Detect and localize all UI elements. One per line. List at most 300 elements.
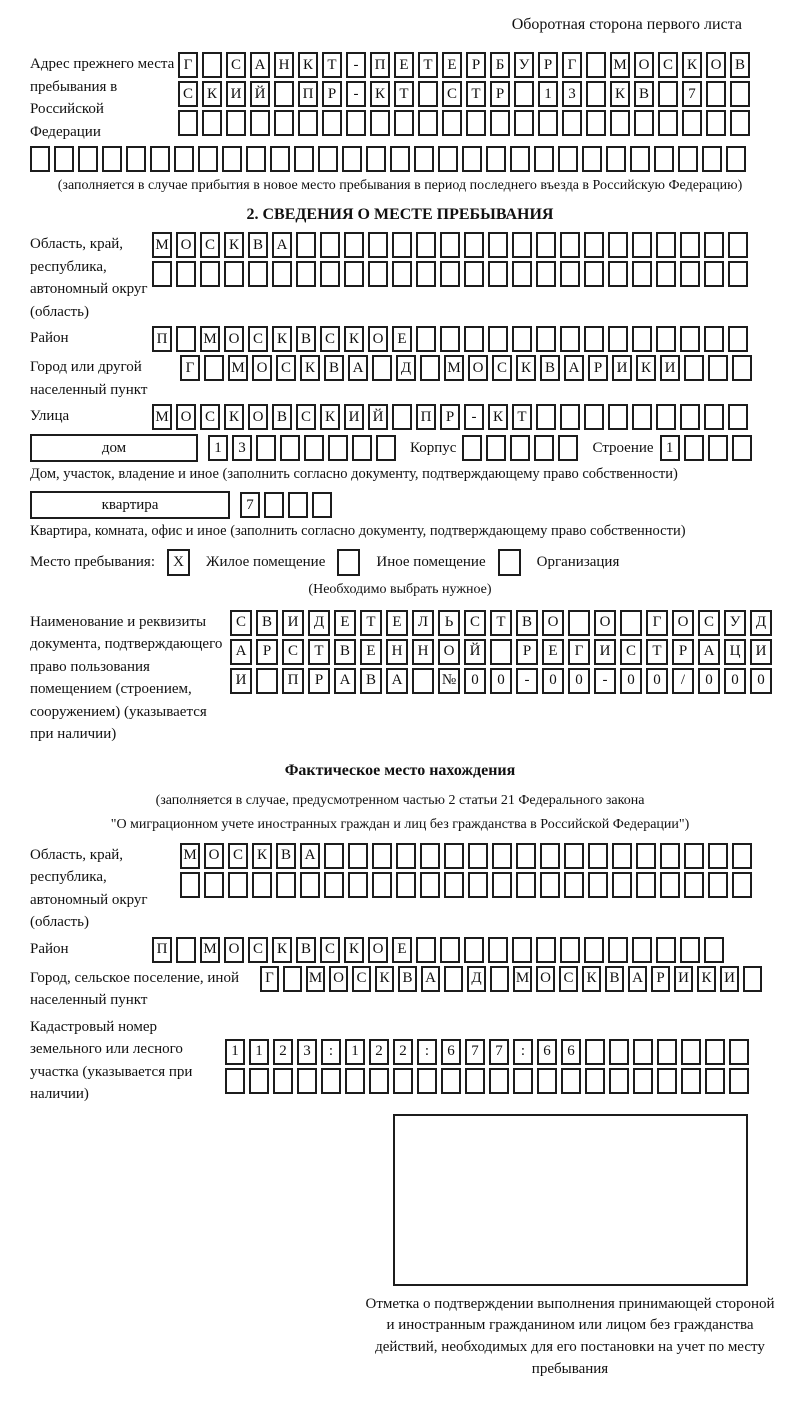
char-cell[interactable]: М — [180, 843, 200, 869]
char-cell[interactable] — [728, 261, 748, 287]
char-cell[interactable] — [204, 355, 224, 381]
char-cell[interactable] — [348, 872, 368, 898]
char-cell[interactable]: В — [730, 52, 750, 78]
char-cell[interactable]: О — [176, 232, 196, 258]
char-cell[interactable] — [704, 232, 724, 258]
char-cell[interactable]: К — [610, 81, 630, 107]
char-cell[interactable]: О — [368, 937, 388, 963]
char-cell[interactable] — [658, 81, 678, 107]
char-cell[interactable] — [226, 110, 246, 136]
char-cell[interactable] — [632, 232, 652, 258]
char-cell[interactable]: Е — [542, 639, 564, 665]
char-cell[interactable]: 2 — [369, 1039, 389, 1065]
char-cell[interactable]: К — [488, 404, 508, 430]
char-cell[interactable]: Г — [180, 355, 200, 381]
char-cell[interactable] — [273, 1068, 293, 1094]
char-cell[interactable] — [342, 146, 362, 172]
house-type-box[interactable]: дом — [30, 434, 198, 462]
char-cell[interactable] — [536, 937, 556, 963]
char-cell[interactable] — [540, 872, 560, 898]
char-cell[interactable]: К — [224, 404, 244, 430]
char-cell[interactable]: С — [464, 610, 486, 636]
char-cell[interactable]: К — [298, 52, 318, 78]
char-cell[interactable] — [708, 872, 728, 898]
char-cell[interactable] — [288, 492, 308, 518]
char-cell[interactable]: С — [226, 52, 246, 78]
char-cell[interactable]: 6 — [537, 1039, 557, 1065]
char-cell[interactable] — [612, 872, 632, 898]
char-cell[interactable]: Й — [250, 81, 270, 107]
char-cell[interactable]: : — [321, 1039, 341, 1065]
char-cell[interactable]: Т — [394, 81, 414, 107]
char-cell[interactable] — [680, 232, 700, 258]
char-cell[interactable] — [729, 1039, 749, 1065]
char-cell[interactable]: С — [620, 639, 642, 665]
char-cell[interactable] — [584, 404, 604, 430]
char-cell[interactable]: Р — [490, 81, 510, 107]
char-cell[interactable]: Е — [360, 639, 382, 665]
char-cell[interactable]: С — [320, 937, 340, 963]
char-cell[interactable] — [708, 435, 728, 461]
char-cell[interactable] — [344, 232, 364, 258]
char-cell[interactable] — [176, 326, 196, 352]
char-cell[interactable]: С — [320, 326, 340, 352]
char-cell[interactable] — [588, 843, 608, 869]
char-cell[interactable] — [372, 355, 392, 381]
char-cell[interactable]: П — [298, 81, 318, 107]
char-cell[interactable] — [588, 872, 608, 898]
char-cell[interactable] — [708, 355, 728, 381]
char-cell[interactable]: А — [698, 639, 720, 665]
char-cell[interactable]: Й — [464, 639, 486, 665]
char-cell[interactable]: П — [370, 52, 390, 78]
char-cell[interactable]: : — [417, 1039, 437, 1065]
char-cell[interactable]: 1 — [249, 1039, 269, 1065]
char-cell[interactable] — [684, 355, 704, 381]
char-cell[interactable] — [608, 404, 628, 430]
char-cell[interactable] — [492, 872, 512, 898]
char-cell[interactable] — [368, 232, 388, 258]
char-cell[interactable]: Р — [588, 355, 608, 381]
char-cell[interactable] — [582, 146, 602, 172]
char-cell[interactable] — [606, 146, 626, 172]
char-cell[interactable]: Д — [308, 610, 330, 636]
char-cell[interactable]: О — [329, 966, 348, 992]
char-cell[interactable]: О — [438, 639, 460, 665]
char-cell[interactable] — [312, 492, 332, 518]
char-cell[interactable] — [728, 326, 748, 352]
char-cell[interactable]: В — [516, 610, 538, 636]
char-cell[interactable] — [540, 843, 560, 869]
char-cell[interactable] — [322, 110, 342, 136]
char-cell[interactable] — [297, 1068, 317, 1094]
char-cell[interactable] — [126, 146, 146, 172]
char-cell[interactable]: М — [444, 355, 464, 381]
char-cell[interactable] — [730, 81, 750, 107]
char-cell[interactable] — [372, 872, 392, 898]
char-cell[interactable]: А — [348, 355, 368, 381]
char-cell[interactable] — [416, 937, 436, 963]
char-cell[interactable] — [320, 261, 340, 287]
char-cell[interactable]: 0 — [464, 668, 486, 694]
char-cell[interactable] — [728, 232, 748, 258]
char-cell[interactable]: - — [594, 668, 616, 694]
char-cell[interactable]: В — [256, 610, 278, 636]
char-cell[interactable] — [654, 146, 674, 172]
char-cell[interactable] — [730, 110, 750, 136]
char-cell[interactable]: 0 — [698, 668, 720, 694]
char-cell[interactable] — [560, 326, 580, 352]
char-cell[interactable] — [392, 261, 412, 287]
char-cell[interactable]: Ц — [724, 639, 746, 665]
char-cell[interactable] — [512, 326, 532, 352]
char-cell[interactable] — [150, 146, 170, 172]
char-cell[interactable] — [584, 937, 604, 963]
char-cell[interactable] — [678, 146, 698, 172]
char-cell[interactable] — [632, 937, 652, 963]
char-cell[interactable]: Ь — [438, 610, 460, 636]
char-cell[interactable]: К — [300, 355, 320, 381]
char-cell[interactable] — [728, 404, 748, 430]
char-cell[interactable]: О — [204, 843, 224, 869]
char-cell[interactable] — [704, 404, 724, 430]
char-cell[interactable]: Г — [260, 966, 279, 992]
char-cell[interactable] — [608, 937, 628, 963]
char-cell[interactable] — [264, 492, 284, 518]
char-cell[interactable]: 3 — [562, 81, 582, 107]
char-cell[interactable] — [706, 81, 726, 107]
char-cell[interactable] — [202, 52, 222, 78]
char-cell[interactable] — [705, 1068, 725, 1094]
char-cell[interactable] — [222, 146, 242, 172]
char-cell[interactable]: Р — [516, 639, 538, 665]
char-cell[interactable] — [534, 435, 554, 461]
char-cell[interactable]: Н — [412, 639, 434, 665]
char-cell[interactable] — [444, 872, 464, 898]
char-cell[interactable] — [562, 110, 582, 136]
char-cell[interactable]: Л — [412, 610, 434, 636]
char-cell[interactable] — [296, 261, 316, 287]
char-cell[interactable] — [732, 872, 752, 898]
char-cell[interactable] — [202, 110, 222, 136]
char-cell[interactable] — [516, 872, 536, 898]
char-cell[interactable]: И — [226, 81, 246, 107]
char-cell[interactable]: М — [200, 326, 220, 352]
char-cell[interactable]: С — [698, 610, 720, 636]
char-cell[interactable]: В — [296, 326, 316, 352]
char-cell[interactable] — [486, 146, 506, 172]
char-cell[interactable]: С — [200, 232, 220, 258]
char-cell[interactable] — [486, 435, 506, 461]
char-cell[interactable] — [294, 146, 314, 172]
char-cell[interactable]: Р — [308, 668, 330, 694]
char-cell[interactable] — [510, 435, 530, 461]
char-cell[interactable] — [538, 110, 558, 136]
char-cell[interactable] — [444, 843, 464, 869]
char-cell[interactable] — [586, 81, 606, 107]
char-cell[interactable] — [345, 1068, 365, 1094]
char-cell[interactable] — [372, 843, 392, 869]
char-cell[interactable]: Т — [360, 610, 382, 636]
char-cell[interactable] — [558, 146, 578, 172]
char-cell[interactable] — [274, 81, 294, 107]
char-cell[interactable] — [204, 872, 224, 898]
char-cell[interactable] — [396, 843, 416, 869]
char-cell[interactable]: А — [386, 668, 408, 694]
char-cell[interactable] — [610, 110, 630, 136]
char-cell[interactable]: Р — [322, 81, 342, 107]
char-cell[interactable] — [732, 435, 752, 461]
char-cell[interactable] — [420, 843, 440, 869]
char-cell[interactable] — [248, 261, 268, 287]
char-cell[interactable]: С — [559, 966, 578, 992]
char-cell[interactable]: М — [152, 404, 172, 430]
char-cell[interactable] — [416, 326, 436, 352]
char-cell[interactable]: Т — [466, 81, 486, 107]
char-cell[interactable] — [462, 146, 482, 172]
char-cell[interactable]: 7 — [465, 1039, 485, 1065]
char-cell[interactable]: В — [272, 404, 292, 430]
char-cell[interactable] — [680, 404, 700, 430]
char-cell[interactable]: А — [334, 668, 356, 694]
char-cell[interactable] — [633, 1039, 653, 1065]
char-cell[interactable]: Е — [386, 610, 408, 636]
char-cell[interactable] — [608, 232, 628, 258]
char-cell[interactable] — [636, 872, 656, 898]
char-cell[interactable] — [464, 326, 484, 352]
char-cell[interactable] — [200, 261, 220, 287]
char-cell[interactable] — [620, 610, 642, 636]
char-cell[interactable] — [152, 261, 172, 287]
char-cell[interactable] — [512, 937, 532, 963]
char-cell[interactable]: 1 — [208, 435, 228, 461]
char-cell[interactable] — [612, 843, 632, 869]
char-cell[interactable] — [704, 937, 724, 963]
char-cell[interactable] — [608, 326, 628, 352]
char-cell[interactable]: К — [516, 355, 536, 381]
char-cell[interactable] — [681, 1039, 701, 1065]
char-cell[interactable]: / — [672, 668, 694, 694]
char-cell[interactable] — [561, 1068, 581, 1094]
char-cell[interactable] — [536, 261, 556, 287]
char-cell[interactable] — [657, 1068, 677, 1094]
char-cell[interactable] — [585, 1068, 605, 1094]
char-cell[interactable] — [102, 146, 122, 172]
char-cell[interactable] — [320, 232, 340, 258]
char-cell[interactable] — [300, 872, 320, 898]
char-cell[interactable]: 6 — [441, 1039, 461, 1065]
char-cell[interactable]: В — [540, 355, 560, 381]
apartment-type-box[interactable]: квартира — [30, 491, 230, 519]
char-cell[interactable]: С — [296, 404, 316, 430]
char-cell[interactable]: С — [282, 639, 304, 665]
char-cell[interactable]: М — [513, 966, 532, 992]
char-cell[interactable]: 2 — [273, 1039, 293, 1065]
char-cell[interactable]: П — [152, 326, 172, 352]
char-cell[interactable]: Р — [651, 966, 670, 992]
char-cell[interactable] — [632, 326, 652, 352]
char-cell[interactable]: : — [513, 1039, 533, 1065]
char-cell[interactable]: Г — [562, 52, 582, 78]
char-cell[interactable]: № — [438, 668, 460, 694]
char-cell[interactable]: А — [250, 52, 270, 78]
char-cell[interactable]: 0 — [724, 668, 746, 694]
char-cell[interactable] — [417, 1068, 437, 1094]
char-cell[interactable] — [656, 326, 676, 352]
char-cell[interactable]: О — [176, 404, 196, 430]
char-cell[interactable] — [656, 261, 676, 287]
char-cell[interactable] — [490, 110, 510, 136]
char-cell[interactable] — [418, 81, 438, 107]
char-cell[interactable]: С — [352, 966, 371, 992]
char-cell[interactable]: О — [542, 610, 564, 636]
char-cell[interactable] — [706, 110, 726, 136]
char-cell[interactable]: О — [468, 355, 488, 381]
char-cell[interactable]: Т — [418, 52, 438, 78]
char-cell[interactable]: К — [636, 355, 656, 381]
char-cell[interactable]: А — [628, 966, 647, 992]
char-cell[interactable] — [394, 110, 414, 136]
char-cell[interactable]: К — [320, 404, 340, 430]
char-cell[interactable] — [608, 261, 628, 287]
char-cell[interactable]: О — [224, 937, 244, 963]
char-cell[interactable]: И — [344, 404, 364, 430]
char-cell[interactable] — [464, 261, 484, 287]
char-cell[interactable] — [252, 872, 272, 898]
char-cell[interactable] — [702, 146, 722, 172]
char-cell[interactable] — [369, 1068, 389, 1094]
char-cell[interactable] — [440, 326, 460, 352]
char-cell[interactable] — [732, 843, 752, 869]
char-cell[interactable] — [304, 435, 324, 461]
char-cell[interactable] — [488, 937, 508, 963]
checkbox-organizaciya[interactable] — [498, 549, 521, 576]
char-cell[interactable]: В — [334, 639, 356, 665]
char-cell[interactable]: С — [276, 355, 296, 381]
char-cell[interactable] — [490, 966, 509, 992]
char-cell[interactable] — [680, 261, 700, 287]
char-cell[interactable] — [414, 146, 434, 172]
char-cell[interactable]: В — [276, 843, 296, 869]
char-cell[interactable] — [283, 966, 302, 992]
char-cell[interactable] — [296, 232, 316, 258]
char-cell[interactable] — [256, 668, 278, 694]
char-cell[interactable]: К — [375, 966, 394, 992]
char-cell[interactable] — [393, 1068, 413, 1094]
char-cell[interactable] — [256, 435, 276, 461]
char-cell[interactable]: А — [421, 966, 440, 992]
char-cell[interactable] — [466, 110, 486, 136]
char-cell[interactable]: К — [224, 232, 244, 258]
char-cell[interactable]: И — [750, 639, 772, 665]
char-cell[interactable]: И — [674, 966, 693, 992]
char-cell[interactable] — [658, 110, 678, 136]
checkbox-zhiloe[interactable]: X — [167, 549, 190, 576]
char-cell[interactable]: Р — [440, 404, 460, 430]
char-cell[interactable] — [176, 261, 196, 287]
char-cell[interactable] — [440, 232, 460, 258]
char-cell[interactable] — [324, 843, 344, 869]
char-cell[interactable] — [228, 872, 248, 898]
char-cell[interactable] — [366, 146, 386, 172]
char-cell[interactable] — [418, 110, 438, 136]
char-cell[interactable]: В — [296, 937, 316, 963]
char-cell[interactable]: К — [697, 966, 716, 992]
char-cell[interactable]: Й — [368, 404, 388, 430]
char-cell[interactable]: И — [282, 610, 304, 636]
char-cell[interactable]: К — [272, 937, 292, 963]
char-cell[interactable]: С — [178, 81, 198, 107]
char-cell[interactable] — [280, 435, 300, 461]
char-cell[interactable]: Н — [274, 52, 294, 78]
char-cell[interactable] — [441, 1068, 461, 1094]
char-cell[interactable] — [438, 146, 458, 172]
char-cell[interactable] — [684, 872, 704, 898]
char-cell[interactable] — [536, 404, 556, 430]
char-cell[interactable]: Р — [672, 639, 694, 665]
char-cell[interactable]: С — [200, 404, 220, 430]
char-cell[interactable] — [442, 110, 462, 136]
char-cell[interactable]: К — [682, 52, 702, 78]
char-cell[interactable] — [585, 1039, 605, 1065]
char-cell[interactable] — [534, 146, 554, 172]
char-cell[interactable] — [560, 232, 580, 258]
char-cell[interactable]: К — [272, 326, 292, 352]
char-cell[interactable]: А — [300, 843, 320, 869]
char-cell[interactable] — [488, 326, 508, 352]
char-cell[interactable] — [174, 146, 194, 172]
char-cell[interactable]: Р — [466, 52, 486, 78]
char-cell[interactable] — [488, 261, 508, 287]
char-cell[interactable] — [420, 355, 440, 381]
char-cell[interactable]: 1 — [660, 435, 680, 461]
char-cell[interactable]: М — [306, 966, 325, 992]
char-cell[interactable] — [705, 1039, 725, 1065]
char-cell[interactable] — [660, 872, 680, 898]
char-cell[interactable]: О — [594, 610, 616, 636]
char-cell[interactable] — [176, 937, 196, 963]
char-cell[interactable] — [464, 937, 484, 963]
char-cell[interactable] — [564, 872, 584, 898]
char-cell[interactable]: К — [370, 81, 390, 107]
char-cell[interactable] — [609, 1068, 629, 1094]
char-cell[interactable] — [656, 232, 676, 258]
checkbox-inoe[interactable] — [337, 549, 360, 576]
char-cell[interactable]: У — [724, 610, 746, 636]
char-cell[interactable] — [274, 110, 294, 136]
char-cell[interactable] — [536, 232, 556, 258]
char-cell[interactable] — [224, 261, 244, 287]
char-cell[interactable] — [468, 872, 488, 898]
char-cell[interactable]: А — [272, 232, 292, 258]
char-cell[interactable] — [444, 966, 463, 992]
char-cell[interactable]: О — [224, 326, 244, 352]
char-cell[interactable]: Т — [646, 639, 668, 665]
char-cell[interactable]: - — [346, 81, 366, 107]
char-cell[interactable]: О — [706, 52, 726, 78]
char-cell[interactable] — [584, 326, 604, 352]
char-cell[interactable] — [276, 872, 296, 898]
char-cell[interactable] — [492, 843, 512, 869]
char-cell[interactable] — [370, 110, 390, 136]
char-cell[interactable]: О — [672, 610, 694, 636]
char-cell[interactable]: 1 — [225, 1039, 245, 1065]
char-cell[interactable] — [584, 232, 604, 258]
char-cell[interactable] — [462, 435, 482, 461]
char-cell[interactable] — [708, 843, 728, 869]
char-cell[interactable]: 7 — [489, 1039, 509, 1065]
char-cell[interactable]: 7 — [682, 81, 702, 107]
